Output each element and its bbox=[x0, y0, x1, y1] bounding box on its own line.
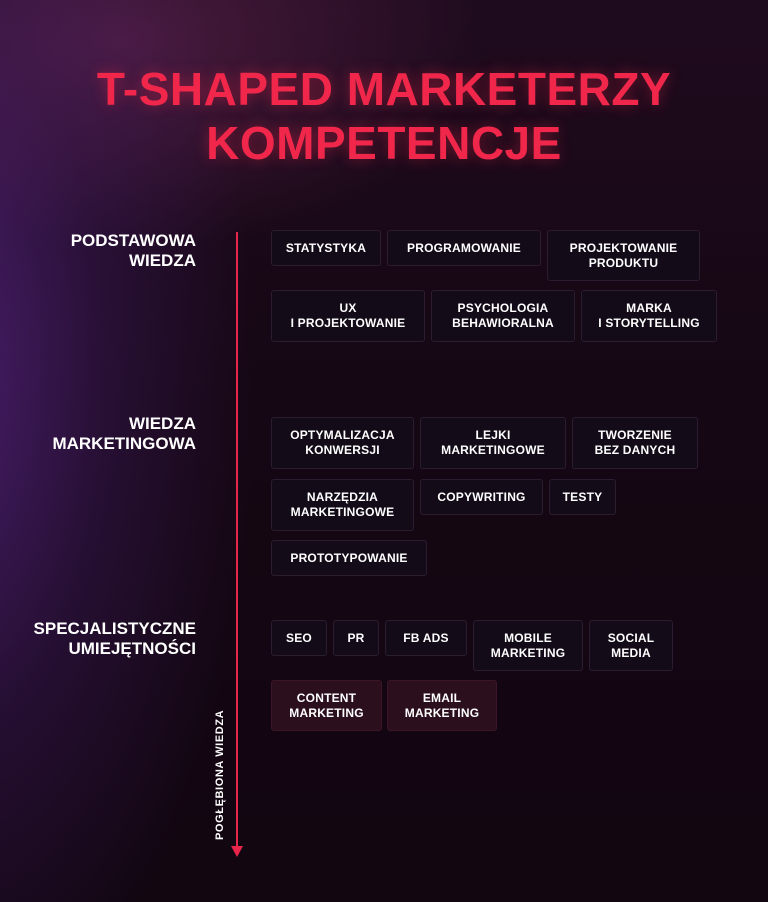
chip-text: MARKETINGOWE bbox=[441, 443, 545, 457]
skill-chip-optymalizacja bbox=[271, 417, 414, 469]
chip-text: PSYCHOLOGIA bbox=[457, 301, 549, 315]
page-title bbox=[0, 62, 768, 170]
skill-chip-projektowanie-produktu bbox=[547, 230, 700, 281]
chip-text: LEJKI bbox=[475, 428, 511, 442]
chip-text: MEDIA bbox=[611, 645, 651, 660]
skill-chip-psychologia bbox=[431, 290, 575, 342]
chip-text: PR bbox=[347, 630, 365, 645]
section-label-specialist bbox=[6, 619, 196, 659]
chip-text: FB ADS bbox=[403, 630, 449, 645]
skill-chip-social-media bbox=[589, 620, 673, 671]
chip-text: MARKETING bbox=[490, 645, 566, 660]
section-label-line: WIEDZA bbox=[128, 251, 196, 270]
chip-text: STATYSTYKA bbox=[285, 240, 367, 255]
title-line-2: KOMPETENCJE bbox=[206, 117, 562, 169]
chip-text: SEO bbox=[286, 630, 312, 645]
skill-chip-lejki bbox=[420, 417, 566, 469]
chip-text: SOCIAL bbox=[607, 630, 655, 645]
skill-chip-fb-ads bbox=[385, 620, 467, 656]
chip-text: CONTENT bbox=[296, 690, 357, 705]
chip-text: EMAIL bbox=[422, 690, 462, 705]
skill-chip-tworzenie bbox=[572, 417, 698, 469]
skill-chip-copywriting bbox=[420, 479, 543, 515]
chip-text: PRODUKTU bbox=[588, 255, 659, 270]
chip-text: PROGRAMOWANIE bbox=[407, 240, 521, 255]
chip-text: MARKETING bbox=[289, 705, 364, 720]
chip-text: TWORZENIE bbox=[598, 428, 672, 442]
depth-axis-label: POGŁĘBIONA WIEDZA bbox=[214, 709, 226, 840]
chip-text: COPYWRITING bbox=[437, 489, 526, 504]
chip-text: PROTOTYPOWANIE bbox=[290, 550, 408, 565]
section-label-line: UMIEJĘTNOŚCI bbox=[68, 639, 196, 658]
skill-chip-ux bbox=[271, 290, 425, 342]
skill-chip-seo bbox=[271, 620, 327, 656]
skill-chip-marka bbox=[581, 290, 717, 342]
section-label-marketing bbox=[6, 414, 196, 454]
chip-text: OPTYMALIZACJA bbox=[290, 428, 395, 442]
chip-text: PROJEKTOWANIE bbox=[569, 240, 678, 255]
chip-text: BEZ DANYCH bbox=[594, 443, 676, 457]
skill-chip-mobile-marketing bbox=[473, 620, 583, 671]
title-line-1: T-SHAPED MARKETERZY bbox=[96, 63, 672, 115]
section-label-line: PODSTAWOWA bbox=[70, 231, 196, 250]
section-label-line: MARKETINGOWA bbox=[52, 434, 196, 453]
chip-text: BEHAWIORALNA bbox=[452, 316, 554, 330]
section-label-line: SPECJALISTYCZNE bbox=[33, 619, 196, 638]
skill-chip-email-marketing bbox=[387, 680, 497, 731]
chip-text: TESTY bbox=[562, 489, 603, 504]
depth-axis-line bbox=[236, 232, 238, 848]
chip-text: UX bbox=[339, 301, 357, 315]
skill-chip-statystyka bbox=[271, 230, 381, 266]
section-label-line: WIEDZA bbox=[128, 414, 196, 433]
section-label-basic bbox=[6, 231, 196, 271]
skill-chip-pr bbox=[333, 620, 379, 656]
chip-text: MARKETING bbox=[404, 705, 480, 720]
chip-text: I STORYTELLING bbox=[598, 316, 700, 330]
chip-text: KONWERSJI bbox=[305, 443, 380, 457]
chip-text: MOBILE bbox=[504, 630, 552, 645]
chip-text: I PROJEKTOWANIE bbox=[290, 316, 406, 330]
skill-chip-programowanie bbox=[387, 230, 541, 266]
skill-chip-prototypowanie bbox=[271, 540, 427, 576]
skill-chip-content-marketing bbox=[271, 680, 382, 731]
chip-text: MARKETINGOWE bbox=[290, 505, 395, 519]
chip-text: MARKA bbox=[626, 301, 672, 315]
skill-chip-narzedzia bbox=[271, 479, 414, 531]
skill-chip-testy bbox=[549, 479, 616, 515]
arrow-down-icon bbox=[231, 846, 243, 857]
chip-text: NARZĘDZIA bbox=[306, 490, 379, 504]
